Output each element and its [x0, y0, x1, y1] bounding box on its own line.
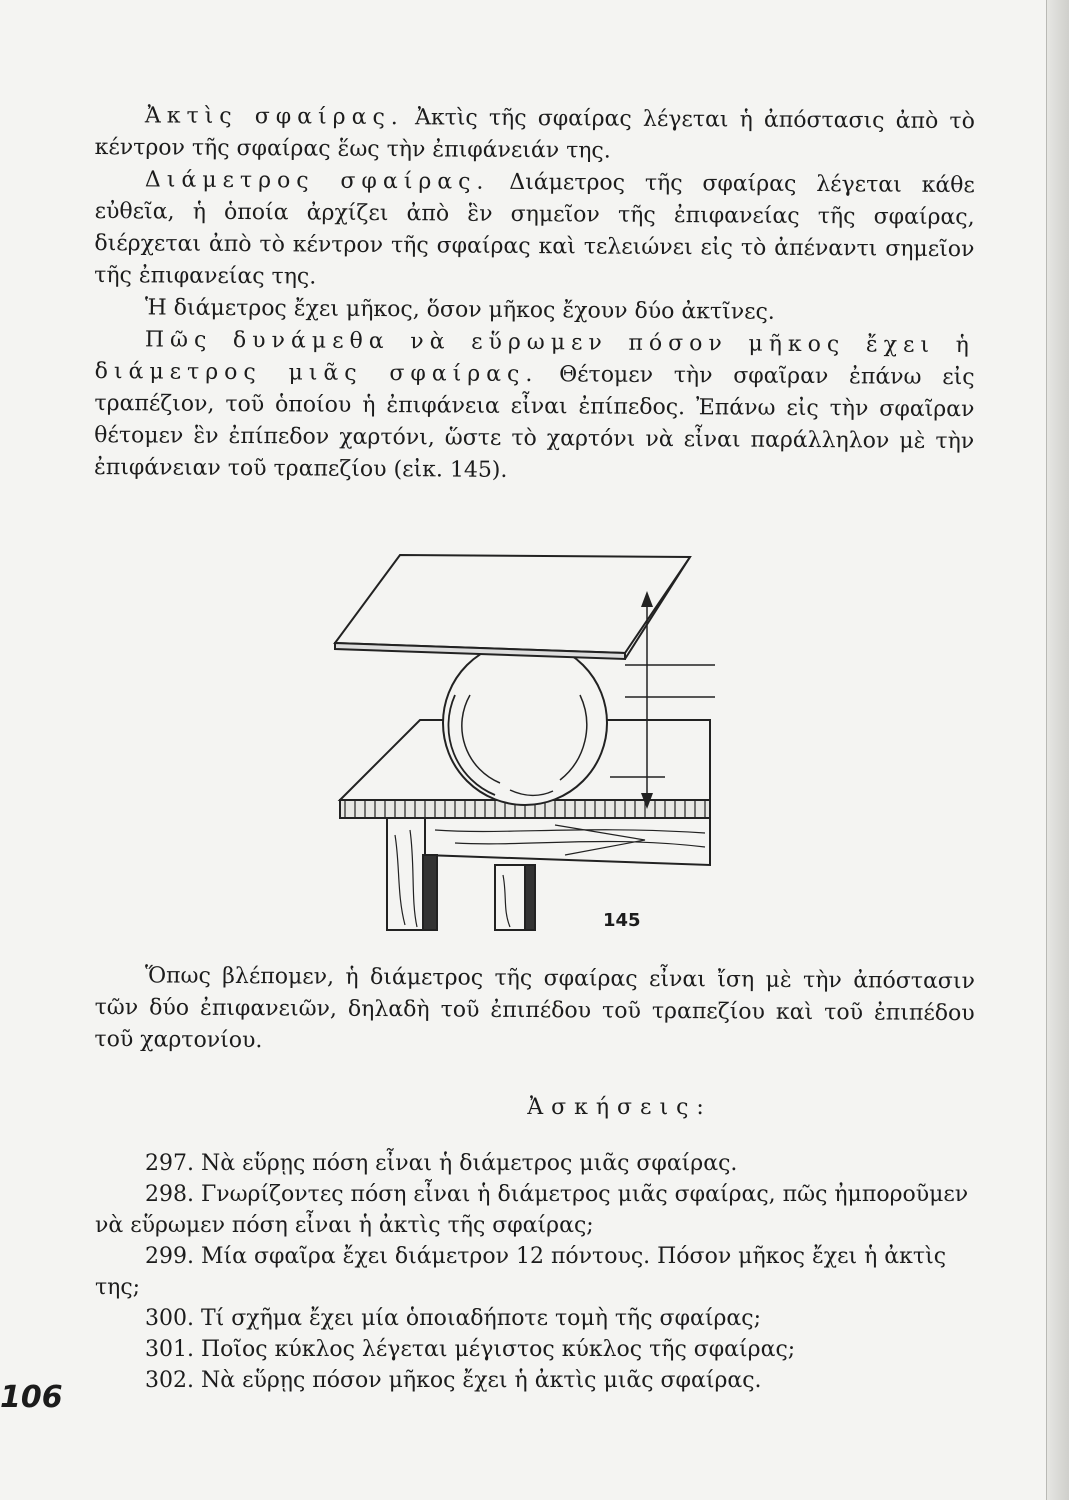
sphere — [443, 641, 607, 805]
conclusion-paragraph: Ὅπως βλέπομεν, ἡ διάμετρος τῆς σφαίρας εἶναι ἴση μὲ τὴν ἀπόστασιν τῶν δύο ἐπιφανειῶν, δηλαδὴ τοῦ ἐπιπέδου τοῦ τραπεζίου καὶ τοῦ ἐπιπέδου τοῦ χαρτονίου. — [94, 963, 975, 1054]
measure-method-text: Θέτομεν τὴν σφαῖραν ἐπάνω εἰς τραπέζιον, τοῦ ὁποίου ἡ ἐπιφάνεια εἶναι ἐπίπεδος. Ἐπάνω εἰς τὴν σφαῖραν θέτομεν ἓν ἐπίπεδον χαρτόνι, ὥστε τὸ χαρτόνι νὰ εἶναι παράλληλον μὲ τὴν ἐπιφάνειαν τοῦ τραπεζίου (εἰκ. 145). — [93, 362, 975, 483]
after-figure-block — [95, 960, 975, 1056]
paragraph-diameter — [94, 164, 975, 298]
term-diameter: Διάμετρος σφαίρας. — [144, 167, 490, 195]
exercise-item: 297. Νὰ εὕρῃς πόση εἶναι ἡ διάμετρος μιᾶς σφαίρας. — [145, 1151, 738, 1176]
term-radius: Ἀκτὶς σφαίρας. — [144, 103, 404, 131]
exercises-list — [95, 1148, 975, 1396]
radius-definition: Ἀκτὶς τῆς σφαίρας λέγεται ἡ ἀπόστασις ἀπὸ τὸ κέντρον τῆς σφαίρας ἕως τὴν ἐπιφάνειάν της. — [94, 105, 975, 164]
cardboard — [335, 555, 690, 653]
exercise-item: 302. Νὰ εὕρῃς πόσον μῆκος ἔχει ἡ ἀκτὶς μιᾶς σφαίρας. — [145, 1368, 762, 1393]
diameter-definition: Διάμετρος τῆς σφαίρας λέγεται κάθε εὐθεῖα, ἡ ὁποία ἀρχίζει ἀπὸ ἓν σημεῖον τῆς ἐπιφανείας τῆς σφαίρας, διέρχεται ἀπὸ τὸ κέντρον τῆς σφαίρας καὶ τελειώνει εἰς τὸ ἀπέναντι σημεῖον τῆς ἐπιφανείας της. — [94, 169, 975, 290]
top-text-block — [95, 100, 975, 484]
exercise-item: 299. Μία σφαῖρα ἔχει διάμετρον 12 πόντους. Πόσον μῆκος ἔχει ἡ ἀκτὶς της; — [95, 1244, 947, 1300]
sphere-on-table-figure — [325, 535, 725, 935]
exercise-item: 301. Ποῖος κύκλος λέγεται μέγιστος κύκλος τῆς σφαίρας; — [145, 1337, 796, 1362]
figure-number: 145 — [603, 910, 641, 931]
exercises-heading: Ἀσκήσεις: — [527, 1095, 712, 1120]
table-leg-front — [387, 818, 425, 930]
term-measure-method: Πῶς δυνάμεθα νὰ εὕρωμεν πόσον μῆκος ἔχει ἡ διάμετρος μιᾶς σφαίρας. — [94, 327, 975, 388]
page-number: 106 — [0, 1380, 63, 1415]
page-edge — [1046, 0, 1069, 1500]
paragraph-measure-method — [94, 324, 975, 490]
diameter-length-text: Ἡ διάμετρος ἔχει μῆκος, ὅσον μῆκος ἔχουν δύο ἀκτῖνες. — [144, 295, 775, 325]
paragraph-radius — [95, 100, 975, 170]
exercise-item: 298. Γνωρίζοντες πόση εἶναι ἡ διάμετρος μιᾶς σφαίρας, πῶς ἠμποροῦμεν νὰ εὕρωμεν πόση εἶναι ἡ ἀκτὶς τῆς σφαίρας; — [95, 1182, 969, 1238]
exercise-item: 300. Τί σχῆμα ἔχει μία ὁποιαδήποτε τομὴ τῆς σφαίρας; — [145, 1306, 761, 1331]
